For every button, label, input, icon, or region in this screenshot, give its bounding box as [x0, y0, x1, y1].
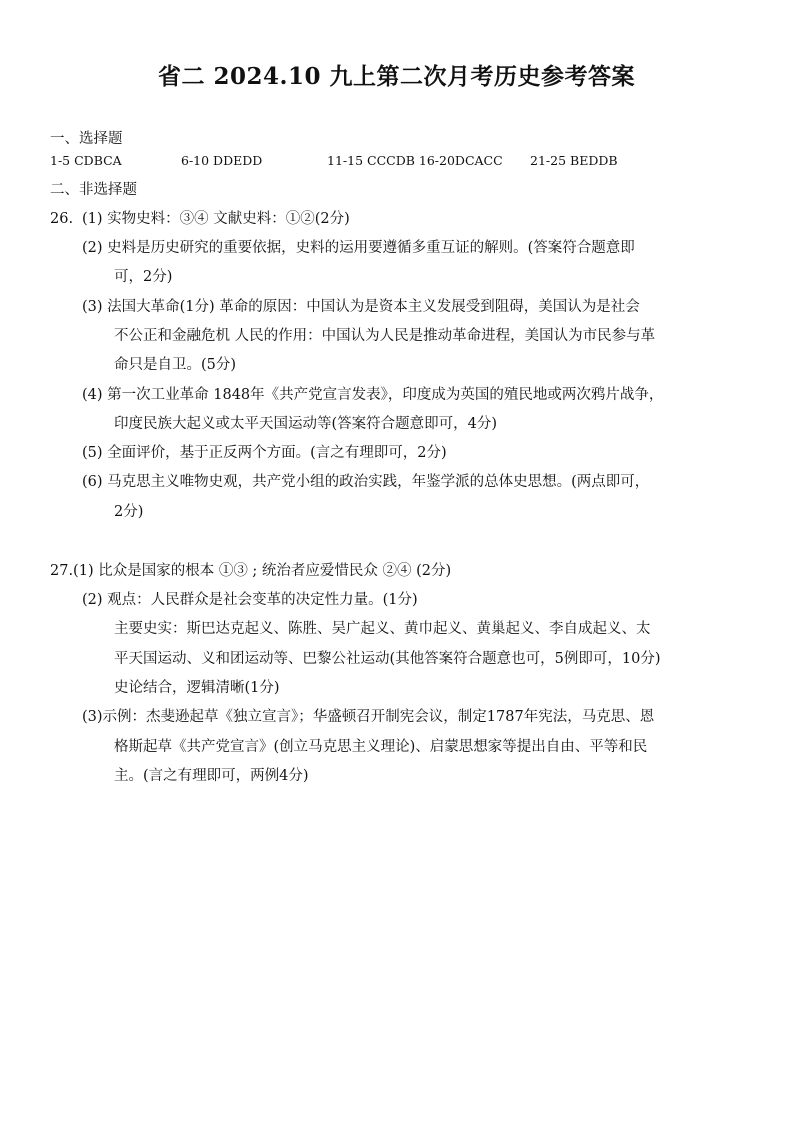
mcq-answers-11-20: 11-15 CCCDB 16-20DCACC: [327, 153, 503, 168]
document-title: 省二 2024.10 九上第二次月考历史参考答案: [157, 63, 636, 90]
mcq-answers-6-10: 6-10 DDEDD: [181, 153, 263, 168]
q26-part3-line3: 命只是自卫。(5分): [114, 357, 237, 373]
q26-part6-line2: 2分): [114, 504, 144, 520]
q26-part4-line1: (4) 第一次工业革命 1848年《共产党宣言发表》，印度成为英国的殖民地或两次鸦片战争，: [82, 387, 664, 403]
q27-part2-line3: 平天国运动、义和团运动等、巴黎公社运动(其他答案符合题意也可，5例即可，10分): [114, 651, 661, 667]
section-heading-multiple-choice: 一、选择题: [50, 131, 123, 147]
q26-part6-line1: (6) 马克思主义唯物史观，共产党小组的政治实践，年鉴学派的总体史思想。(两点即可，: [82, 474, 650, 490]
q26-part1: (1) 实物史料：③④ 文献史料：①②(2分): [82, 211, 350, 227]
q26-part2-line2: 可，2分): [114, 269, 173, 285]
q27-part3-line1: (3)示例：杰斐逊起草《独立宣言》；华盛顿召开制宪会议，制定1787年宪法，马克思、恩: [82, 709, 655, 725]
q26-part3-line1: (3) 法国大革命(1分) 革命的原因：中国认为是资本主义发展受到阻碍，美国认为是社会: [82, 299, 640, 315]
q27-part3-line3: 主。(言之有理即可，两例4分): [114, 768, 309, 784]
q26-part3-line2: 不公正和金融危机 人民的作用：中国认为人民是推动革命进程，美国认为市民参与革: [114, 328, 656, 344]
section-heading-non-choice: 二、非选择题: [50, 182, 137, 198]
q27-part1: 27.(1) 比众是国家的根本 ①③ ; 统治者应爱惜民众 ②④ (2分): [50, 563, 452, 579]
q26-label: 26.: [50, 211, 74, 227]
q27-part2-line4: 史论结合，逻辑清晰(1分): [114, 680, 280, 696]
q27-part2-line1: (2) 观点：人民群众是社会变革的决定性力量。(1分): [82, 592, 418, 608]
mcq-answers-21-25: 21-25 BEDDB: [530, 153, 618, 168]
q27-part2-line2: 主要史实：斯巴达克起义、陈胜、吴广起义、黄巾起义、黄巢起义、李自成起义、太: [114, 621, 651, 637]
q26-part5: (5) 全面评价，基于正反两个方面。(言之有理即可，2分): [82, 445, 447, 461]
q27-part3-line2: 格斯起草《共产党宣言》(创立马克思主义理论)、启蒙思想家等提出自由、平等和民: [114, 739, 648, 755]
mcq-answers-1-5: 1-5 CDBCA: [50, 153, 122, 168]
q26-part2-line1: (2) 史料是历史研究的重要依据，史料的运用要遵循多重互证的解则。(答案符合题意即: [82, 240, 635, 256]
q26-part4-line2: 印度民族大起义或太平天国运动等(答案符合题意即可，4分): [114, 416, 498, 432]
